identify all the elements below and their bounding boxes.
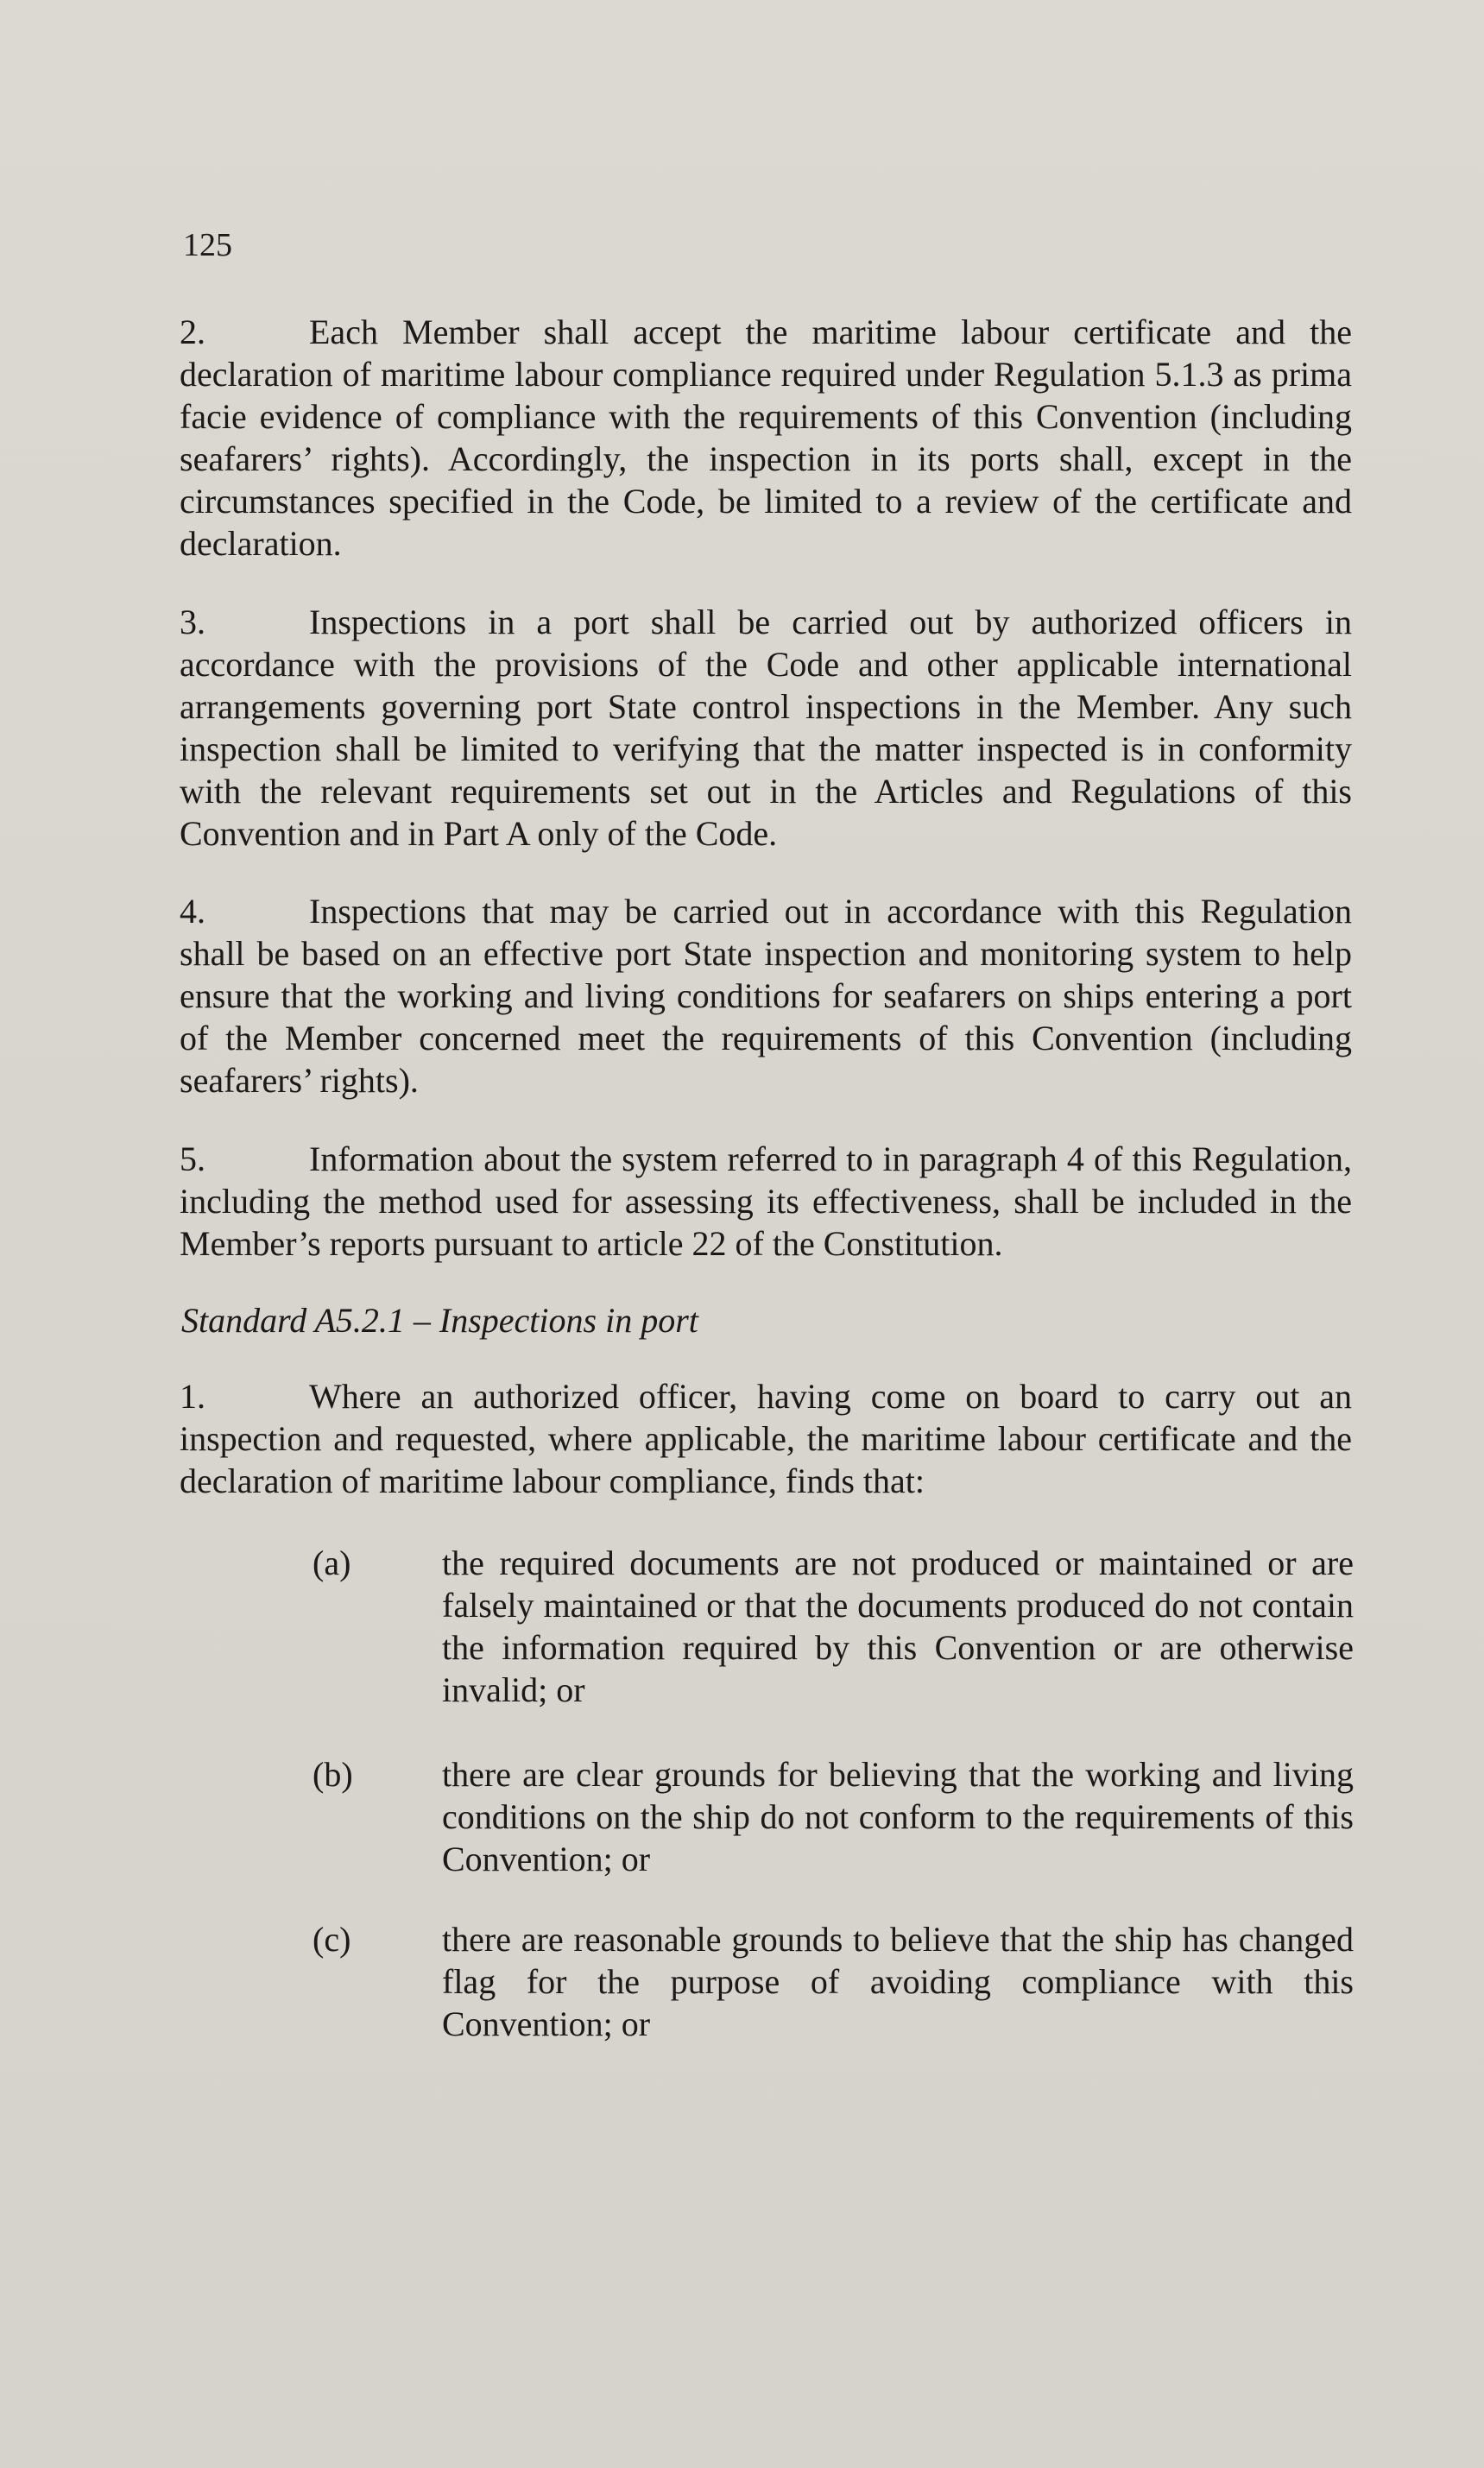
standard-paragraph-1 <box>180 1375 1352 1502</box>
paragraph-text: Each Member shall accept the maritime labour certificate and the declaration of maritime labour compliance required under Regulation 5.1.3 as prima facie evidence of compliance with the requirements of this Convention (including seafarers’ rights). Accordingly, the inspection in its ports shall, except in the circumstances specified in the Code, be limited to a review of the certificate and declaration. <box>180 312 1352 563</box>
paragraph-text: Inspections that may be carried out in accordance with this Regulation shall be based on an effective port State inspection and monitoring system to help ensure that the working and living conditions for seafarers on ships entering a port of the Member concerned meet the requirements of this Convention (including seafarers’ rights). <box>180 892 1352 1100</box>
paragraph-number: 1. <box>180 1377 205 1416</box>
paragraph-text: Inspections in a port shall be carried out by authorized officers in accordance with the provisions of the Code and other applicable international arrangements governing port State control inspections in the Member. Any such inspection shall be limited to verifying that the matter inspected is in conformity with the relevant requirements set out in the Articles and Regulations of this Convention and in Part A only of the Code. <box>180 603 1352 853</box>
list-item-text: there are clear grounds for believing that the working and living conditions on the ship do not conform to the requirements of this Convention; or <box>442 1755 1354 1878</box>
paragraph-number: 4. <box>180 892 205 931</box>
regulation-paragraph-4 <box>180 890 1352 1101</box>
list-item-b <box>313 1753 1354 1880</box>
paragraph-text: Where an authorized officer, having come on board to carry out an inspection and requested, where applicable, the maritime labour certificate and the declaration of maritime labour compliance, finds that: <box>180 1377 1352 1500</box>
list-item-label: (a) <box>313 1543 351 1582</box>
list-item-c <box>313 1918 1354 2045</box>
paragraph-number: 2. <box>180 312 205 351</box>
regulation-paragraph-2 <box>180 311 1352 565</box>
regulation-paragraph-3 <box>180 601 1352 855</box>
paragraph-text: Information about the system referred to in paragraph 4 of this Regulation, including the method used for assessing its effectiveness, shall be included in the Member’s reports pursuant to article 22 of the Constitution. <box>180 1139 1352 1263</box>
list-item-text: the required documents are not produced or maintained or are falsely maintained or that the documents produced do not contain the information required by this Convention or are otherwise invalid; or <box>442 1543 1354 1709</box>
regulation-paragraph-5 <box>180 1138 1352 1265</box>
standard-heading: Standard A5.2.1 – Inspections in port <box>181 1301 698 1340</box>
page-number: 125 <box>183 227 232 263</box>
list-item-text: there are reasonable grounds to believe that the ship has changed flag for the purpose of avoiding compliance with this Convention; or <box>442 1920 1354 2043</box>
list-item-label: (b) <box>313 1755 353 1794</box>
paragraph-number: 5. <box>180 1139 205 1178</box>
list-item-label: (c) <box>313 1920 351 1959</box>
list-item-a <box>313 1542 1354 1711</box>
paragraph-number: 3. <box>180 603 205 641</box>
